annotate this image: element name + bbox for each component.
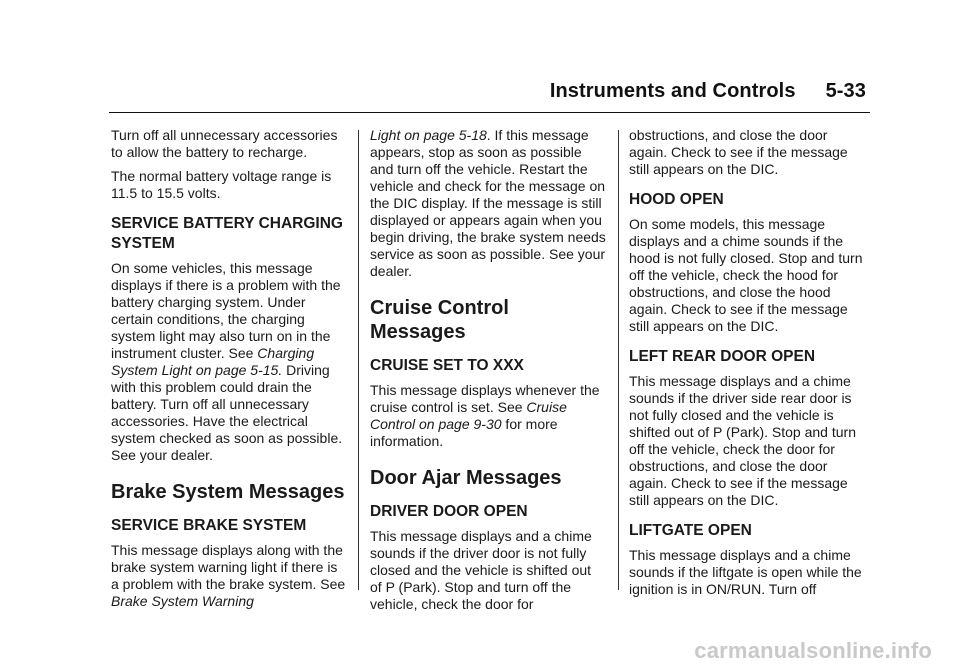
section-title: Instruments and Controls [549, 80, 796, 102]
header-rule [109, 112, 870, 113]
page-header [550, 80, 866, 103]
paragraph: This message displays and a chime sounds if the liftgate is open while the ignition is in ON/RUN. Turn off [629, 547, 862, 597]
cross-reference: Charging System Light on page 5-15. [111, 345, 315, 378]
heading-left-rear-door-open: LEFT REAR DOOR OPEN [629, 348, 816, 365]
paragraph: On some vehicles, this message displays if there is a problem with the battery charging system. Under certain conditions, the charging system light may also turn on in the instrument cluster. See Charging System Light on page 5-15. Driving with this problem could drain the battery. Turn off all unnecessary accessories. Have the electrical system checked as soon as possible. See your dealer. [111, 260, 343, 463]
cross-reference: Cruise Control on page 9-30 [370, 399, 567, 432]
column-divider-1 [358, 130, 359, 590]
column-1 [111, 127, 347, 617]
watermark: carmanualsonline.info [694, 638, 932, 663]
section-heading-cruise-control-messages: Cruise Control Messages [370, 297, 509, 343]
section-heading-door-ajar-messages: Door Ajar Messages [370, 467, 562, 489]
paragraph: Turn off all unnecessary accessories to allow the battery to recharge. [111, 127, 338, 160]
column-divider-2 [618, 130, 619, 590]
column-3 [629, 127, 865, 605]
paragraph: This message displays and a chime sounds if the driver side rear door is not fully closed and the vehicle is shifted out of P (Park). Stop and turn off the vehicle, check the door for obstructions, and close the door again. Check to see if the message still appears on the DIC. [629, 373, 856, 508]
paragraph: obstructions, and close the door again. Check to see if the message still appears on the DIC. [629, 127, 848, 177]
paragraph: Light on page 5-18. If this message appears, stop as soon as possible and turn off the vehicle. Restart the vehicle and check for the message on the DIC display. If the message is still displayed or appears again when you begin driving, the brake system needs service as soon as possible. See your dealer. [370, 127, 606, 279]
heading-hood-open: HOOD OPEN [629, 191, 724, 208]
cross-reference: Light on page 5-18 [370, 127, 487, 143]
heading-cruise-set: CRUISE SET TO XXX [370, 357, 524, 374]
paragraph: This message displays and a chime sounds if the driver door is not fully closed and the vehicle is shifted out of P (Park). Stop and turn off the vehicle, check the door for [370, 528, 592, 612]
section-heading-brake-system-messages: Brake System Messages [111, 481, 345, 503]
paragraph: This message displays along with the brake system warning light if there is a problem with the brake system. See Brake System Warning [111, 542, 346, 609]
paragraph: On some models, this message displays and a chime sounds if the hood is not fully closed. Stop and turn off the vehicle, check the hood for obstructions, and close the hood again. Check to see if the message still appears on the DIC. [629, 216, 863, 334]
heading-liftgate-open: LIFTGATE OPEN [629, 522, 752, 539]
paragraph: This message displays whenever the cruise control is set. See Cruise Control on page 9-30 for more information. [370, 382, 600, 449]
paragraph: The normal battery voltage range is 11.5 to 15.5 volts. [111, 168, 332, 201]
heading-service-brake-system: SERVICE BRAKE SYSTEM [111, 517, 307, 534]
heading-service-battery-charging: SERVICE BATTERY CHARGING SYSTEM [111, 215, 343, 252]
heading-driver-door-open: DRIVER DOOR OPEN [370, 503, 528, 520]
cross-reference: Brake System Warning [111, 593, 254, 609]
column-2 [370, 127, 606, 620]
page-number: 5-33 [825, 80, 866, 102]
